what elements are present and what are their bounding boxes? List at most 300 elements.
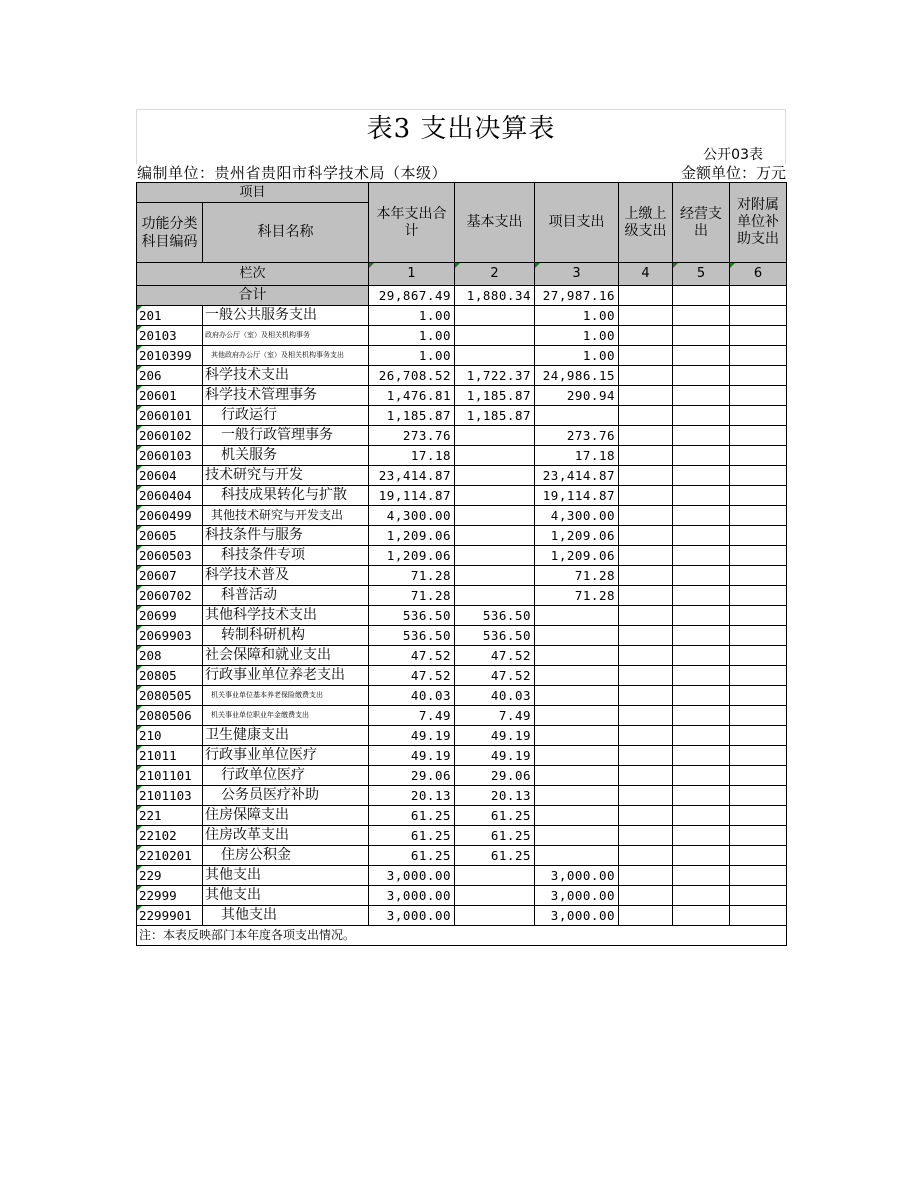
row-subsidiary: [730, 666, 787, 686]
row-subsidiary: [730, 806, 787, 826]
row-operating: [673, 446, 730, 466]
table-row: [137, 306, 787, 326]
row-basic: 1,185.87: [455, 386, 535, 406]
header-subsidiary: 对附属单位补助支出: [730, 183, 787, 263]
total-upper: [619, 286, 673, 306]
row-name: 机关服务: [203, 446, 369, 466]
row-basic: 47.52: [455, 646, 535, 666]
table-row: [137, 566, 787, 586]
row-operating: [673, 826, 730, 846]
header-operating: 经营支出: [673, 183, 730, 263]
table-row: [137, 646, 787, 666]
row-operating: [673, 906, 730, 926]
row-upper: [619, 666, 673, 686]
unit-label: 金额单位：万元: [680, 164, 786, 182]
row-subsidiary: [730, 766, 787, 786]
row-subsidiary: [730, 546, 787, 566]
row-code: 2060404: [137, 486, 203, 506]
row-project: 1.00: [535, 326, 619, 346]
table-row: [137, 466, 787, 486]
row-code: 2080506: [137, 706, 203, 726]
row-operating: [673, 526, 730, 546]
table-row: [137, 386, 787, 406]
row-upper: [619, 466, 673, 486]
row-operating: [673, 326, 730, 346]
row-name: 其他支出: [203, 906, 369, 926]
table-row: [137, 506, 787, 526]
row-total: 273.76: [369, 426, 455, 446]
row-total: 3,000.00: [369, 866, 455, 886]
row-name: 住房保障支出: [203, 806, 369, 826]
row-code: 2080505: [137, 686, 203, 706]
row-upper: [619, 786, 673, 806]
total-basic: 1,880.34: [455, 286, 535, 306]
row-basic: 536.50: [455, 626, 535, 646]
row-operating: [673, 706, 730, 726]
row-code: 221: [137, 806, 203, 826]
row-upper: [619, 406, 673, 426]
row-upper: [619, 546, 673, 566]
row-project: 3,000.00: [535, 886, 619, 906]
row-upper: [619, 706, 673, 726]
row-project: 1.00: [535, 306, 619, 326]
title-band: [136, 109, 786, 146]
row-subsidiary: [730, 606, 787, 626]
row-upper: [619, 626, 673, 646]
table-row: [137, 446, 787, 466]
row-total: 19,114.87: [369, 486, 455, 506]
row-operating: [673, 466, 730, 486]
row-project: [535, 746, 619, 766]
row-basic: [455, 566, 535, 586]
row-name: 科学技术管理事务: [203, 386, 369, 406]
row-name: 住房公积金: [203, 846, 369, 866]
row-total: 3,000.00: [369, 906, 455, 926]
row-operating: [673, 626, 730, 646]
row-project: [535, 726, 619, 746]
col-number: 6: [730, 263, 787, 286]
row-subsidiary: [730, 906, 787, 926]
row-total: 26,708.52: [369, 366, 455, 386]
row-project: 71.28: [535, 586, 619, 606]
row-code: 208: [137, 646, 203, 666]
row-name: 机关事业单位基本养老保险缴费支出: [203, 686, 369, 706]
row-basic: 536.50: [455, 606, 535, 626]
row-operating: [673, 586, 730, 606]
row-total: 61.25: [369, 806, 455, 826]
row-name: 住房改革支出: [203, 826, 369, 846]
row-subsidiary: [730, 646, 787, 666]
org-unit-band: [136, 164, 786, 182]
row-name: 一般公共服务支出: [203, 306, 369, 326]
col-number: 3: [535, 263, 619, 286]
table-row: [137, 706, 787, 726]
org-label: 编制单位：贵州省贵阳市科学技术局（本级）: [137, 164, 448, 182]
row-code: 2210201: [137, 846, 203, 866]
row-upper: [619, 606, 673, 626]
row-subsidiary: [730, 486, 787, 506]
row-basic: 49.19: [455, 726, 535, 746]
row-operating: [673, 686, 730, 706]
table-row: [137, 846, 787, 866]
row-upper: [619, 826, 673, 846]
row-project: 1,209.06: [535, 546, 619, 566]
expenditure-sheet: [136, 109, 786, 946]
row-operating: [673, 886, 730, 906]
header-code: 功能分类科目编码: [137, 203, 203, 263]
row-upper: [619, 766, 673, 786]
row-name: 卫生健康支出: [203, 726, 369, 746]
table-row: [137, 606, 787, 626]
row-total: 20.13: [369, 786, 455, 806]
row-basic: 20.13: [455, 786, 535, 806]
row-subsidiary: [730, 526, 787, 546]
row-subsidiary: [730, 366, 787, 386]
row-name: 技术研究与开发: [203, 466, 369, 486]
col-number: 2: [455, 263, 535, 286]
row-operating: [673, 806, 730, 826]
row-project: 19,114.87: [535, 486, 619, 506]
row-code: 2101101: [137, 766, 203, 786]
row-basic: [455, 426, 535, 446]
row-upper: [619, 326, 673, 346]
row-name: 机关事业单位职业年金缴费支出: [203, 706, 369, 726]
row-upper: [619, 346, 673, 366]
table-row: [137, 906, 787, 926]
row-code: 20601: [137, 386, 203, 406]
row-code: 210: [137, 726, 203, 746]
row-name: 科普活动: [203, 586, 369, 606]
row-name: 行政事业单位医疗: [203, 746, 369, 766]
row-subsidiary: [730, 386, 787, 406]
row-subsidiary: [730, 886, 787, 906]
row-code: 22999: [137, 886, 203, 906]
row-basic: 29.06: [455, 766, 535, 786]
row-upper: [619, 386, 673, 406]
row-subsidiary: [730, 746, 787, 766]
header-upper: 上缴上级支出: [619, 183, 673, 263]
row-total: 61.25: [369, 846, 455, 866]
row-total: 4,300.00: [369, 506, 455, 526]
row-subsidiary: [730, 846, 787, 866]
row-basic: [455, 526, 535, 546]
row-subsidiary: [730, 726, 787, 746]
row-upper: [619, 486, 673, 506]
row-total: 17.18: [369, 446, 455, 466]
row-operating: [673, 866, 730, 886]
row-upper: [619, 886, 673, 906]
row-subsidiary: [730, 586, 787, 606]
row-project: 23,414.87: [535, 466, 619, 486]
row-total: 3,000.00: [369, 886, 455, 906]
row-code: 20605: [137, 526, 203, 546]
row-project: [535, 686, 619, 706]
row-project: 71.28: [535, 566, 619, 586]
row-total: 71.28: [369, 586, 455, 606]
row-subsidiary: [730, 446, 787, 466]
form-number: 公开03表: [703, 147, 763, 163]
row-operating: [673, 306, 730, 326]
table-row: [137, 746, 787, 766]
row-total: 23,414.87: [369, 466, 455, 486]
row-code: 2060499: [137, 506, 203, 526]
total-amount: 29,867.49: [369, 286, 455, 306]
row-name: 科技条件与服务: [203, 526, 369, 546]
row-code: 2060102: [137, 426, 203, 446]
row-operating: [673, 786, 730, 806]
expenditure-table: [136, 182, 787, 946]
table-row: [137, 326, 787, 346]
row-subsidiary: [730, 866, 787, 886]
row-name: 其他科学技术支出: [203, 606, 369, 626]
row-project: [535, 766, 619, 786]
row-basic: [455, 506, 535, 526]
table-row: [137, 826, 787, 846]
row-name: 行政事业单位养老支出: [203, 666, 369, 686]
row-operating: [673, 606, 730, 626]
row-basic: [455, 346, 535, 366]
row-operating: [673, 666, 730, 686]
row-total: 1.00: [369, 306, 455, 326]
row-upper: [619, 806, 673, 826]
row-name: 其他政府办公厅（室）及相关机构事务支出: [203, 346, 369, 366]
row-operating: [673, 766, 730, 786]
row-upper: [619, 446, 673, 466]
row-code: 2060503: [137, 546, 203, 566]
row-basic: [455, 486, 535, 506]
row-subsidiary: [730, 466, 787, 486]
row-code: 20699: [137, 606, 203, 626]
total-label: 合计: [137, 286, 369, 306]
row-basic: [455, 546, 535, 566]
row-project: 24,986.15: [535, 366, 619, 386]
table-row: [137, 786, 787, 806]
row-code: 21011: [137, 746, 203, 766]
row-total: 29.06: [369, 766, 455, 786]
row-upper: [619, 526, 673, 546]
row-project: 290.94: [535, 386, 619, 406]
row-project: [535, 786, 619, 806]
row-name: 行政单位医疗: [203, 766, 369, 786]
row-subsidiary: [730, 566, 787, 586]
row-name: 社会保障和就业支出: [203, 646, 369, 666]
row-operating: [673, 546, 730, 566]
row-name: 其他技术研究与开发支出: [203, 506, 369, 526]
row-project: 3,000.00: [535, 866, 619, 886]
row-subsidiary: [730, 826, 787, 846]
row-operating: [673, 746, 730, 766]
row-upper: [619, 506, 673, 526]
row-code: 20604: [137, 466, 203, 486]
row-total: 1.00: [369, 346, 455, 366]
row-project: [535, 646, 619, 666]
row-project: [535, 706, 619, 726]
row-operating: [673, 506, 730, 526]
row-code: 2060103: [137, 446, 203, 466]
row-operating: [673, 386, 730, 406]
row-name: 科学技术支出: [203, 366, 369, 386]
row-upper: [619, 686, 673, 706]
header-name: 科目名称: [203, 203, 369, 263]
row-subsidiary: [730, 426, 787, 446]
row-subsidiary: [730, 706, 787, 726]
table-row: [137, 726, 787, 746]
row-total: 71.28: [369, 566, 455, 586]
row-basic: [455, 866, 535, 886]
row-basic: [455, 326, 535, 346]
total-subsidiary: [730, 286, 787, 306]
row-subsidiary: [730, 626, 787, 646]
row-code: 201: [137, 306, 203, 326]
table-row: [137, 586, 787, 606]
row-basic: 1,722.37: [455, 366, 535, 386]
table-row: [137, 366, 787, 386]
row-project: [535, 626, 619, 646]
row-operating: [673, 726, 730, 746]
row-code: 2299901: [137, 906, 203, 926]
row-subsidiary: [730, 786, 787, 806]
col-number: 4: [619, 263, 673, 286]
header-project: 项目支出: [535, 183, 619, 263]
row-upper: [619, 366, 673, 386]
row-subsidiary: [730, 406, 787, 426]
row-basic: 7.49: [455, 706, 535, 726]
row-basic: 40.03: [455, 686, 535, 706]
header-total: 本年支出合计: [369, 183, 455, 263]
table-row: [137, 806, 787, 826]
table-row: [137, 346, 787, 366]
row-total: 536.50: [369, 626, 455, 646]
row-operating: [673, 426, 730, 446]
row-project: [535, 606, 619, 626]
table-row: [137, 426, 787, 446]
row-name: 政府办公厅（室）及相关机构事务: [203, 326, 369, 346]
header-basic: 基本支出: [455, 183, 535, 263]
row-code: 20103: [137, 326, 203, 346]
row-code: 2101103: [137, 786, 203, 806]
header-col-label: 栏次: [137, 263, 369, 286]
row-basic: 61.25: [455, 826, 535, 846]
row-total: 61.25: [369, 826, 455, 846]
total-row: [137, 286, 787, 306]
row-subsidiary: [730, 326, 787, 346]
row-total: 1,185.87: [369, 406, 455, 426]
row-project: 4,300.00: [535, 506, 619, 526]
row-project: [535, 666, 619, 686]
row-name: 公务员医疗补助: [203, 786, 369, 806]
row-upper: [619, 746, 673, 766]
row-name: 转制科研机构: [203, 626, 369, 646]
row-basic: [455, 906, 535, 926]
row-project: [535, 826, 619, 846]
table-row: [137, 626, 787, 646]
row-upper: [619, 726, 673, 746]
row-project: [535, 846, 619, 866]
row-code: 22102: [137, 826, 203, 846]
row-project: 1.00: [535, 346, 619, 366]
row-name: 其他支出: [203, 866, 369, 886]
table-row: [137, 406, 787, 426]
row-project: [535, 406, 619, 426]
row-basic: [455, 586, 535, 606]
row-upper: [619, 586, 673, 606]
row-code: 206: [137, 366, 203, 386]
row-total: 1,476.81: [369, 386, 455, 406]
table-row: [137, 666, 787, 686]
row-upper: [619, 306, 673, 326]
row-project: 1,209.06: [535, 526, 619, 546]
row-basic: 61.25: [455, 806, 535, 826]
row-upper: [619, 906, 673, 926]
row-name: 一般行政管理事务: [203, 426, 369, 446]
row-operating: [673, 646, 730, 666]
total-operating: [673, 286, 730, 306]
row-name: 其他支出: [203, 886, 369, 906]
row-operating: [673, 486, 730, 506]
table-row: [137, 526, 787, 546]
row-total: 1,209.06: [369, 546, 455, 566]
row-basic: [455, 446, 535, 466]
table-row: [137, 486, 787, 506]
row-total: 49.19: [369, 746, 455, 766]
row-subsidiary: [730, 506, 787, 526]
col-number: 5: [673, 263, 730, 286]
row-project: 17.18: [535, 446, 619, 466]
row-total: 47.52: [369, 646, 455, 666]
row-code: 2060702: [137, 586, 203, 606]
table-row: [137, 866, 787, 886]
row-upper: [619, 566, 673, 586]
table-row: [137, 686, 787, 706]
row-project: [535, 806, 619, 826]
row-project: 273.76: [535, 426, 619, 446]
row-basic: [455, 306, 535, 326]
row-subsidiary: [730, 686, 787, 706]
row-name: 科技成果转化与扩散: [203, 486, 369, 506]
row-upper: [619, 866, 673, 886]
row-operating: [673, 346, 730, 366]
total-project: 27,987.16: [535, 286, 619, 306]
row-upper: [619, 646, 673, 666]
table-row: [137, 546, 787, 566]
row-total: 536.50: [369, 606, 455, 626]
row-operating: [673, 406, 730, 426]
row-code: 2060101: [137, 406, 203, 426]
row-code: 20607: [137, 566, 203, 586]
row-basic: [455, 466, 535, 486]
row-project: 3,000.00: [535, 906, 619, 926]
row-code: 20805: [137, 666, 203, 686]
row-total: 7.49: [369, 706, 455, 726]
row-code: 229: [137, 866, 203, 886]
row-name: 行政运行: [203, 406, 369, 426]
row-total: 1.00: [369, 326, 455, 346]
row-basic: [455, 886, 535, 906]
row-operating: [673, 366, 730, 386]
row-code: 2010399: [137, 346, 203, 366]
table-row: [137, 886, 787, 906]
row-operating: [673, 566, 730, 586]
row-basic: 1,185.87: [455, 406, 535, 426]
row-operating: [673, 846, 730, 866]
row-subsidiary: [730, 306, 787, 326]
row-name: 科学技术普及: [203, 566, 369, 586]
row-subsidiary: [730, 346, 787, 366]
row-code: 2069903: [137, 626, 203, 646]
header-item: 项目: [137, 183, 369, 203]
col-number: 1: [369, 263, 455, 286]
row-total: 1,209.06: [369, 526, 455, 546]
